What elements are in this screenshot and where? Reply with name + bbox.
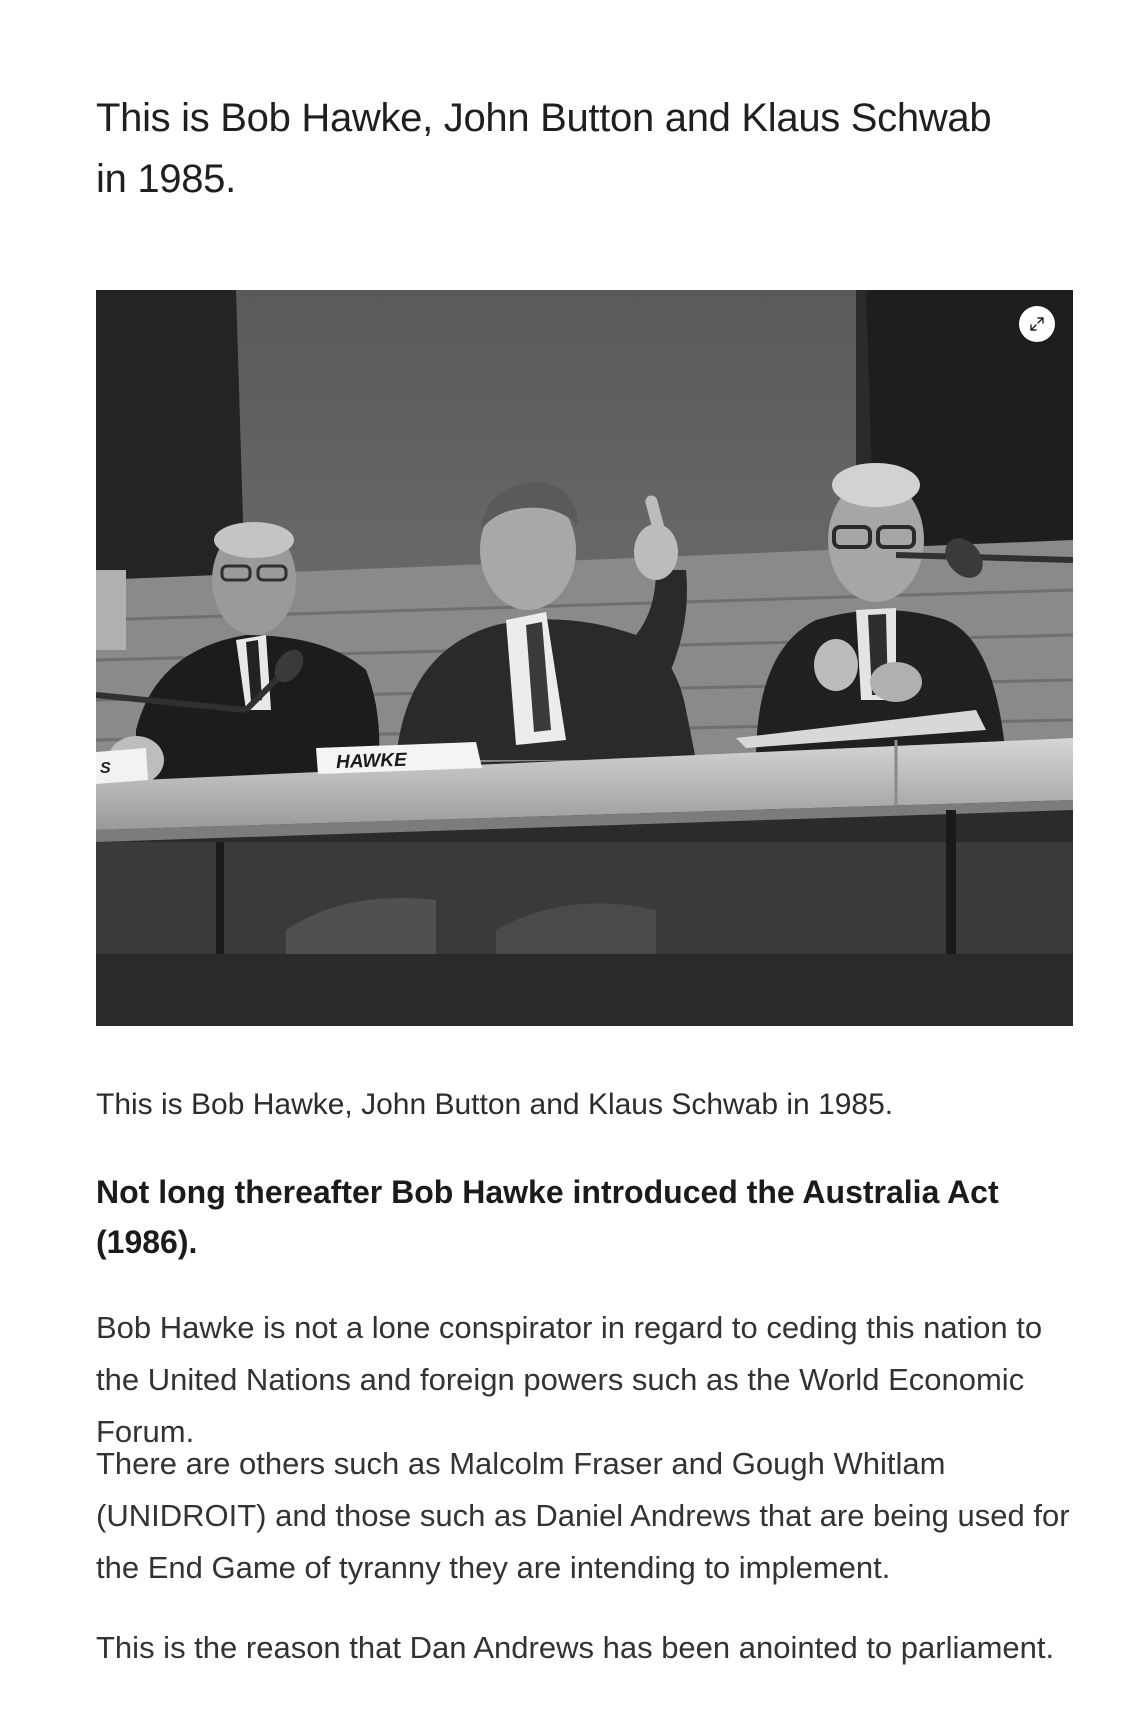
lead-paragraph: Not long thereafter Bob Hawke introduced the Australia Act (1986). — [96, 1174, 999, 1260]
body-paragraph: Bob Hawke is not a lone conspirator in regard to ceding this nation to the United Nations and foreign powers such as the World Economic Forum. — [96, 1310, 1043, 1449]
article-heading: This is Bob Hawke, John Button and Klaus Schwab in 1985. — [96, 96, 992, 201]
photo-figure — [96, 290, 1073, 1026]
name-card-left-text: S — [100, 760, 111, 777]
body-paragraph: There are others such as Malcolm Fraser and Gough Whitlam (UNIDROIT) and those such as Daniel Andrews that are being used for the End Game of tyranny they are intending to implement. — [96, 1446, 1070, 1585]
photo-caption: This is Bob Hawke, John Button and Klaus Schwab in 1985. — [96, 1088, 894, 1121]
body-paragraph: This is the reason that Dan Andrews has been anointed to parliament. — [96, 1630, 1055, 1665]
expand-arrows-icon — [1029, 316, 1045, 332]
expand-image-button[interactable] — [1019, 306, 1055, 342]
name-card-hawke-text: HAWKE — [335, 749, 408, 774]
photo[interactable] — [96, 290, 1073, 954]
